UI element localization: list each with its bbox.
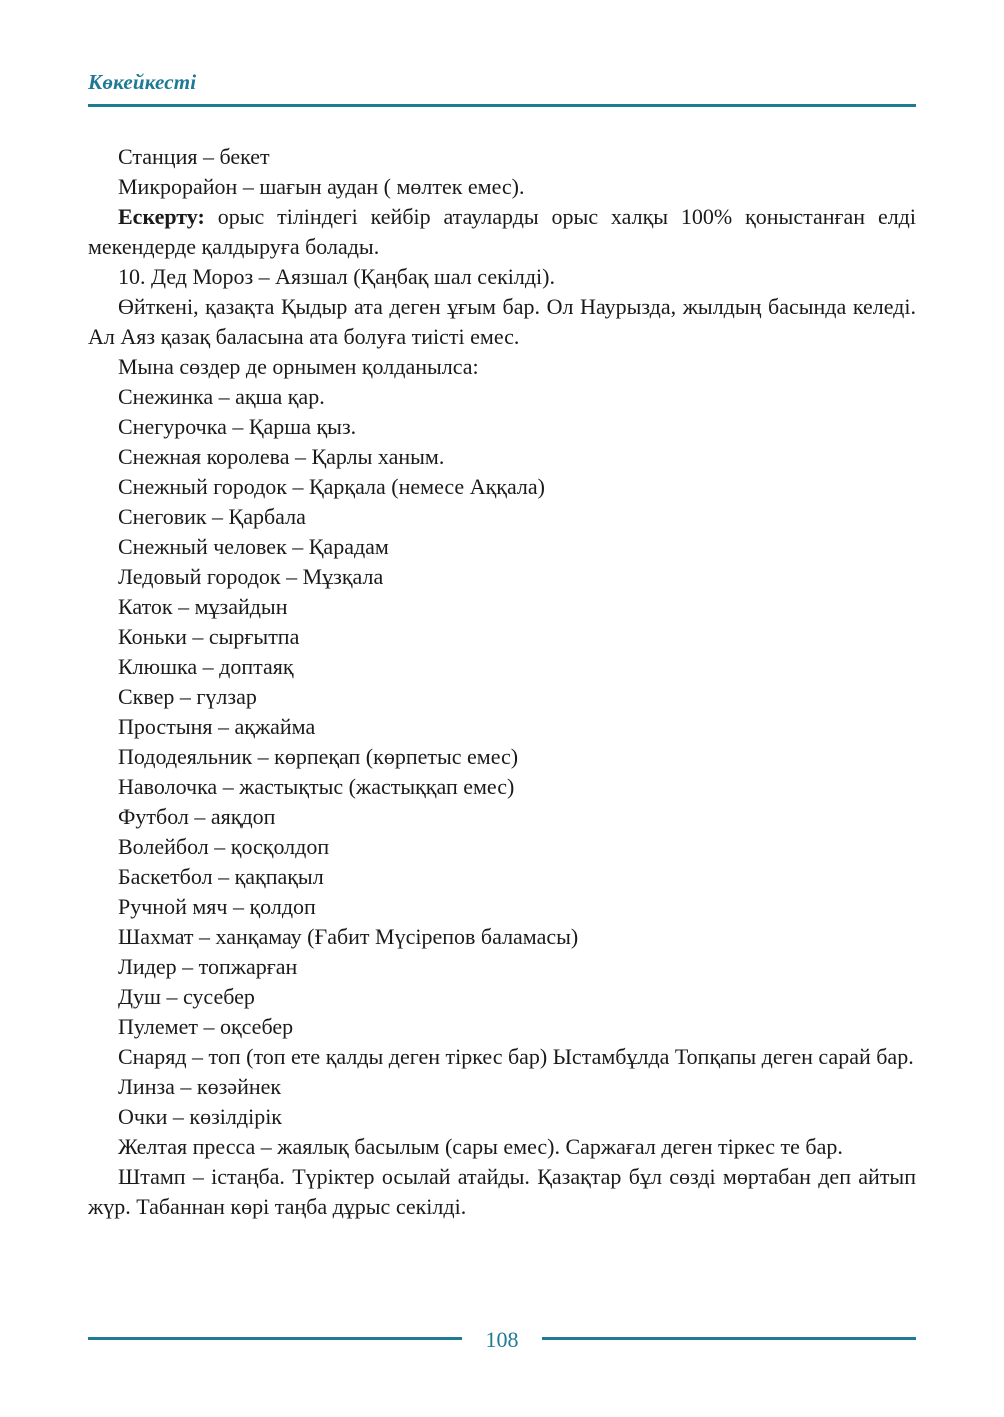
paragraph-note xyxy=(88,202,916,262)
paragraph-ded-moroz: 10. Дед Мороз – Аязшал (Қаңбақ шал секілді). xyxy=(118,264,555,289)
list-item: Снежный городок – Қарқала (немесе Аққала) xyxy=(118,474,545,499)
list-item: Простыня – ақжайма xyxy=(118,714,316,739)
note-label: Ескерту: xyxy=(118,204,205,229)
footer-divider-left xyxy=(88,1337,462,1340)
list-item: Наволочка – жастықтыс (жастыққап емес) xyxy=(118,774,515,799)
list-item: Лидер – топжарған xyxy=(118,954,298,979)
list-item: Волейбол – қосқолдоп xyxy=(118,834,330,859)
page-number: 108 xyxy=(485,1327,519,1352)
list-item: Футбол – аяқдоп xyxy=(118,804,276,829)
list-item: Ручной мяч – қолдоп xyxy=(118,894,316,919)
list-item: Снежная королева – Қарлы ханым. xyxy=(118,444,445,469)
paragraph-explanation: Өйткені, қазақта Қыдыр ата деген ұғым бар. Ол Наурызда, жылдың басында келеді. Ал Аяз қазақ баласына ата болуға тиісті емес. xyxy=(88,294,916,349)
list-item: Ледовый городок – Мұзқала xyxy=(118,564,384,589)
list-item: Снегурочка – Қарша қыз. xyxy=(118,414,357,439)
running-header-title: Көкейкесті xyxy=(88,70,197,94)
list-item: Линза – көзәйнек xyxy=(118,1074,282,1099)
note-text: орыс тіліндегі кейбір атауларды орыс халқы 100% қоныстанған елді мекендерде қалдыруға болады. xyxy=(88,204,916,259)
paragraph-intro-list: Мына сөздер де орнымен қолданылса: xyxy=(118,354,479,379)
list-item: Каток – мұзайдын xyxy=(118,594,288,619)
list-item: Пододеяльник – көрпеқап (көрпетыс емес) xyxy=(118,744,519,769)
list-item: Снеговик – Қарбала xyxy=(118,504,306,529)
list-item: Очки – көзілдірік xyxy=(118,1104,282,1129)
list-item: Душ – сусебер xyxy=(118,984,255,1009)
list-item: Желтая пресса – жаялық басылым (сары емес). Саржағал деген тіркес те бар. xyxy=(118,1134,843,1159)
list-item: Пулемет – оқсебер xyxy=(118,1014,294,1039)
list-item: Шахмат – ханқамау (Ғабит Мүсірепов баламасы) xyxy=(118,924,579,949)
page-body xyxy=(88,142,916,1222)
list-item: Клюшка – доптаяқ xyxy=(118,654,294,679)
footer-divider-right xyxy=(542,1337,916,1340)
paragraph-microdistrict: Микрорайон – шағын аудан ( мөлтек емес). xyxy=(118,174,525,199)
list-item: Штамп – істаңба. Түріктер осылай атайды. Қазақтар бұл сөзді мөртабан деп айтып жүр. Табаннан көрі таңба дұрыс секілді. xyxy=(88,1164,916,1219)
list-item: Снежинка – ақша қар. xyxy=(118,384,325,409)
paragraph-station: Станция – бекет xyxy=(118,144,270,169)
list-item: Сквер – гүлзар xyxy=(118,684,257,709)
header-divider xyxy=(88,104,916,107)
list-item: Баскетбол – қақпақыл xyxy=(118,864,324,889)
list-item: Снаряд – топ (топ ете қалды деген тіркес бар) Ыстамбұлда Топқапы деген сарай бар. xyxy=(118,1044,914,1069)
list-item: Коньки – сырғытпа xyxy=(118,624,300,649)
list-item: Снежный человек – Қарадам xyxy=(118,534,389,559)
